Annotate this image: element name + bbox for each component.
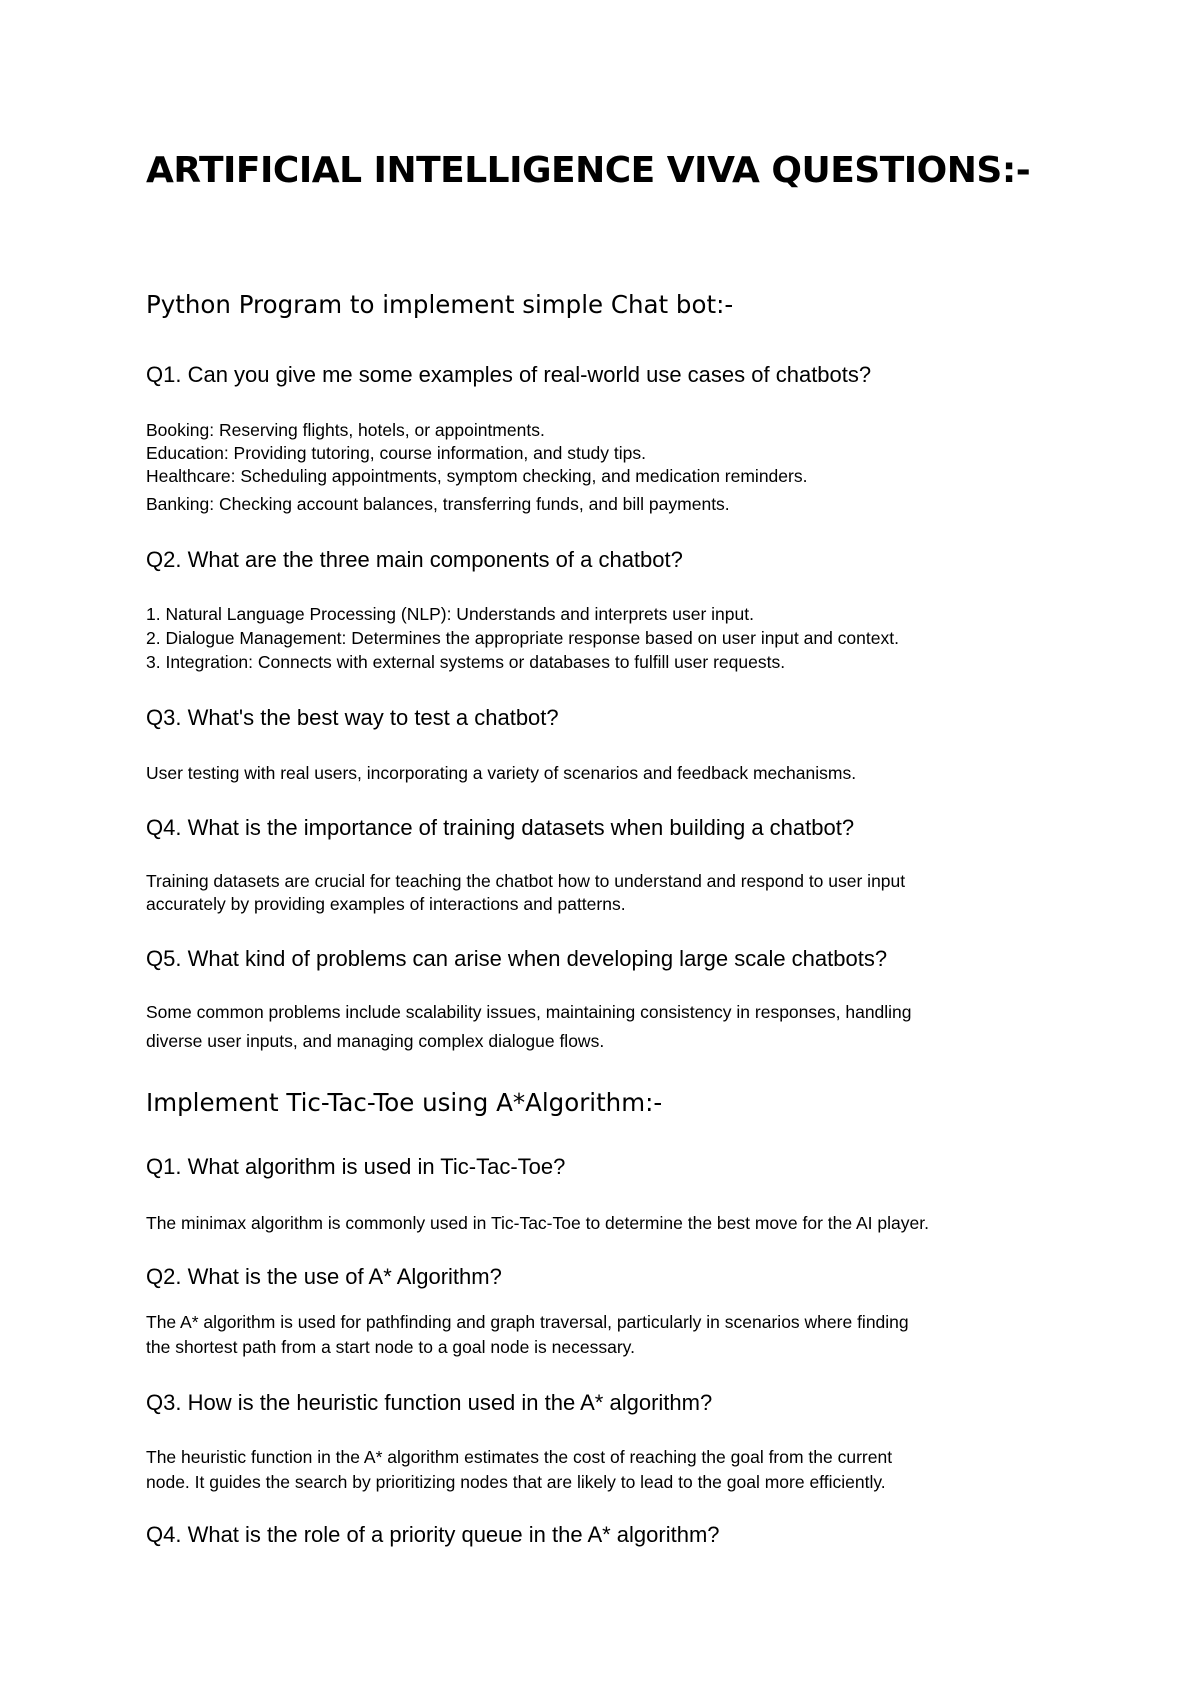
answer-line: The minimax algorithm is commonly used in Tic-Tac-Toe to determine the best move for the AI player. xyxy=(146,1213,929,1233)
answer-line: 1. Natural Language Processing (NLP): Understands and interprets user input. xyxy=(146,604,754,624)
answer-line: Some common problems include scalability issues, maintaining consistency in responses, handling xyxy=(146,1002,912,1022)
document-title: ARTIFICIAL INTELLIGENCE VIVA QUESTIONS:- xyxy=(146,150,1031,191)
question-chatbot-q1: Q1. Can you give me some examples of real-world use cases of chatbots? xyxy=(146,362,872,387)
answer-line: accurately by providing examples of interactions and patterns. xyxy=(146,894,626,914)
question-tictactoe-q3: Q3. How is the heuristic function used in the A* algorithm? xyxy=(146,1390,713,1415)
question-tictactoe-q2: Q2. What is the use of A* Algorithm? xyxy=(146,1264,502,1289)
question-tictactoe-q4: Q4. What is the role of a priority queue in the A* algorithm? xyxy=(146,1522,720,1547)
answer-line: User testing with real users, incorporating a variety of scenarios and feedback mechanisms. xyxy=(146,763,857,783)
section-heading-tictactoe: Implement Tic-Tac-Toe using A*Algorithm:- xyxy=(146,1088,663,1117)
section-heading-chatbot: Python Program to implement simple Chat bot:- xyxy=(146,290,734,319)
question-tictactoe-q1: Q1. What algorithm is used in Tic-Tac-Toe? xyxy=(146,1154,566,1179)
answer-line: Booking: Reserving flights, hotels, or appointments. xyxy=(146,420,545,440)
answer-line: 2. Dialogue Management: Determines the appropriate response based on user input and context. xyxy=(146,628,899,648)
answer-line: 3. Integration: Connects with external systems or databases to fulfill user requests. xyxy=(146,652,786,672)
answer-line: The heuristic function in the A* algorithm estimates the cost of reaching the goal from the current xyxy=(146,1447,893,1467)
answer-line: Education: Providing tutoring, course information, and study tips. xyxy=(146,443,646,463)
answer-line: The A* algorithm is used for pathfinding and graph traversal, particularly in scenarios where finding xyxy=(146,1312,909,1332)
question-chatbot-q2: Q2. What are the three main components of a chatbot? xyxy=(146,547,683,572)
answer-line: Healthcare: Scheduling appointments, symptom checking, and medication reminders. xyxy=(146,466,808,486)
answer-line: Training datasets are crucial for teaching the chatbot how to understand and respond to user input xyxy=(146,871,906,891)
answer-line: diverse user inputs, and managing complex dialogue flows. xyxy=(146,1031,605,1051)
question-chatbot-q5: Q5. What kind of problems can arise when developing large scale chatbots? xyxy=(146,946,888,971)
answer-line: the shortest path from a start node to a goal node is necessary. xyxy=(146,1337,635,1357)
answer-line: Banking: Checking account balances, transferring funds, and bill payments. xyxy=(146,494,730,514)
question-chatbot-q3: Q3. What's the best way to test a chatbot? xyxy=(146,705,559,730)
answer-line: node. It guides the search by prioritizing nodes that are likely to lead to the goal more efficiently. xyxy=(146,1472,886,1492)
question-chatbot-q4: Q4. What is the importance of training datasets when building a chatbot? xyxy=(146,815,855,840)
